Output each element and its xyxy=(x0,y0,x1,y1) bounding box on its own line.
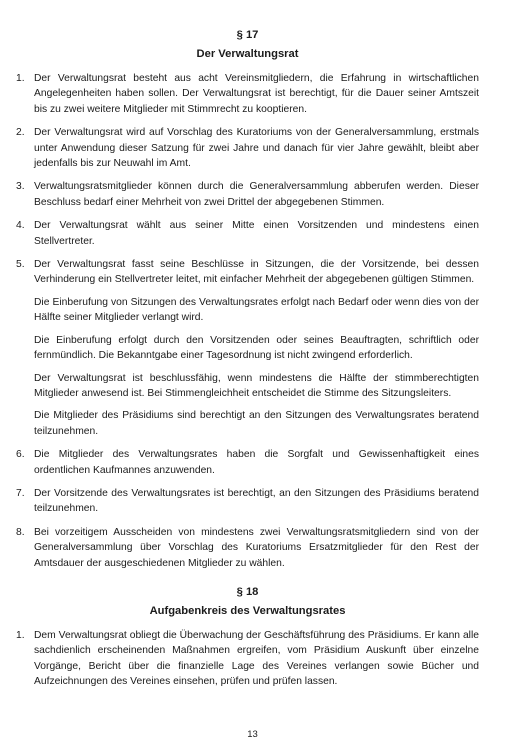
paragraph: Der Verwaltungsrat wird auf Vorschlag des Kuratoriums von der Generalversammlung, erstmals unter Anwendung dieser Satzung für zwei Jahre und danach für vier Jahre gewählt, bleibt aber jedenfalls bis zur Neuwahl im Amt. xyxy=(34,127,479,170)
paragraph: Der Verwaltungsrat ist beschlussfähig, wenn mindestens die Hälfte der stimmberechtigten Mitglieder anwesend ist. Bei Stimmengleichheit entscheidet die Stimme des Sitzungsleiters. xyxy=(34,372,479,399)
list-item xyxy=(16,628,479,690)
item-number: 2. xyxy=(16,127,25,139)
item-number: 6. xyxy=(16,449,25,461)
list-item xyxy=(16,447,479,478)
paragraph: Verwaltungsratsmitglieder können durch die Generalversammlung abberufen werden. Dieser Beschluss bedarf einer Mehrheit von zwei Drittel der abgegebenen Stimmen. xyxy=(34,181,479,208)
list-item xyxy=(16,257,479,439)
item-number: 1. xyxy=(16,629,25,641)
paragraph: Der Vorsitzende des Verwaltungsrates ist berechtigt, an den Sitzungen des Präsidiums beratend teilzunehmen. xyxy=(34,487,479,515)
section-18-heading xyxy=(16,585,479,619)
item-number: 8. xyxy=(16,526,25,538)
list-item xyxy=(16,486,479,517)
paragraph: Die Mitglieder des Präsidiums sind berechtigt an den Sitzungen des Verwaltungsrates beratend teilzunehmen. xyxy=(34,410,479,437)
item-number: 7. xyxy=(16,487,25,499)
section-17-title: Der Verwaltungsrat xyxy=(196,48,299,60)
item-number: 3. xyxy=(16,181,25,193)
page-number: 13 xyxy=(247,729,258,740)
paragraph: Bei vorzeitigem Ausscheiden von mindestens zwei Verwaltungsratsmitgliedern sind von der Generalversammlung über Vorschlag des Kuratoriums Ersatzmitglieder für den Rest der Amtsdauer der ausgeschiedenen Mitglieder zu wählen. xyxy=(34,526,479,569)
section-18-list xyxy=(16,628,479,690)
item-number: 5. xyxy=(16,259,25,271)
section-18-title: Aufgabenkreis des Verwaltungsrates xyxy=(149,604,346,617)
paragraph: Die Einberufung erfolgt durch den Vorsitzenden oder seines Beauftragten, schriftlich oder fernmündlich. Die Bekanntgabe einer Tagesordnung ist nicht zwingend erforderlich. xyxy=(34,334,479,362)
list-item xyxy=(16,218,479,249)
paragraph: Dem Verwaltungsrat obliegt die Überwachung der Geschäftsführung des Präsidiums. Er kann alle sachdienlich erscheinenden Maßnahmen ergreifen, vom Präsidium Auskunft über einzelne Vorgänge, Bericht über die finanzielle Lage des Vereines verlangen sowie Bücher und Aufzeichnungen des Vereines einsehen, prüfen und prüfen lassen. xyxy=(34,629,479,688)
paragraph: Der Verwaltungsrat wählt aus seiner Mitte einen Vorsitzenden und mindestens einen Stellvertreter. xyxy=(34,220,479,247)
item-number: 1. xyxy=(16,73,25,84)
paragraph: Der Verwaltungsrat besteht aus acht Vereinsmitgliedern, die Erfahrung in wirtschaftlichen Angelegenheiten haben sollen. Der Verwaltungsrat ist berechtigt, für die Dauer seiner Amtszeit bis zu zwei weitere Mitglieder mit Stimmrecht zu kooptieren. xyxy=(34,73,479,115)
paragraph: Die Mitglieder des Verwaltungsrates haben die Sorgfalt und Gewissenhaftigkeit eines ordentlichen Kaufmannes anzuwenden. xyxy=(34,449,479,476)
section-18-number: § 18 xyxy=(236,585,259,598)
section-17-list xyxy=(16,71,479,571)
paragraph: Die Einberufung von Sitzungen des Verwaltungsrates erfolgt nach Bedarf oder wenn dies von der Hälfte seiner Mitglieder verlangt wird. xyxy=(34,296,479,324)
list-item xyxy=(16,179,479,210)
list-item xyxy=(16,125,479,171)
paragraph: Der Verwaltungsrat fasst seine Beschlüsse in Sitzungen, die der Vorsitzende, bei dessen Verhinderung ein Stellvertreter leitet, mit einfacher Mehrheit der abgegebenen gültigen Stimmen. xyxy=(34,259,479,286)
section-17-number: § 17 xyxy=(236,29,259,41)
list-item xyxy=(16,71,479,117)
item-number: 4. xyxy=(16,220,25,232)
section-17-heading xyxy=(16,28,479,62)
list-item xyxy=(16,525,479,571)
